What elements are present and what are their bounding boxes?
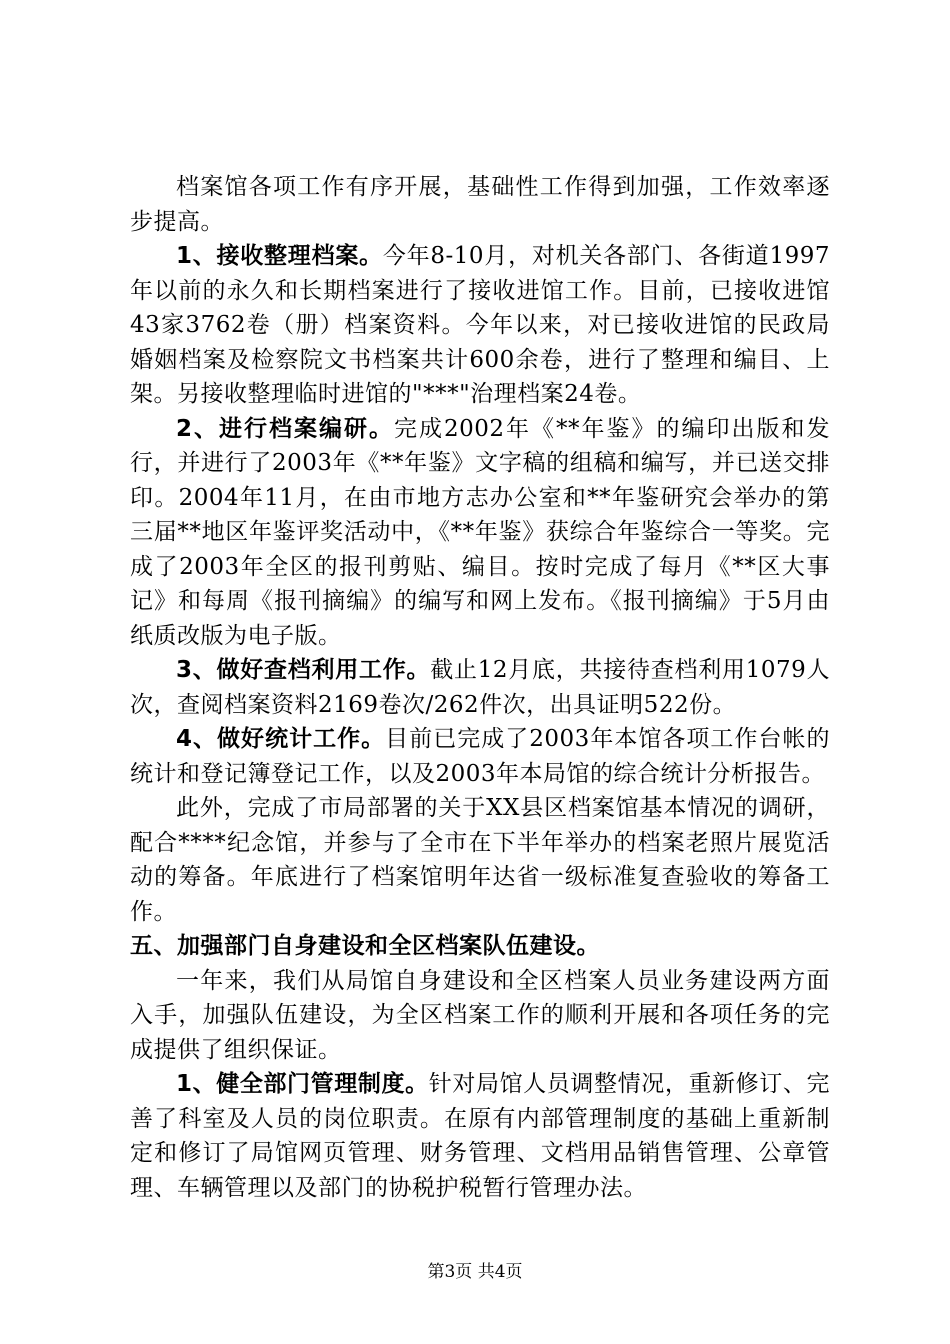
paragraph-archive-access (130, 653, 830, 722)
document-body (130, 170, 830, 1205)
paragraph-text: 截止12月底，共接待查档利用1079人次，查阅档案资料2169卷次/262件次，出具证明522份。 (130, 657, 830, 718)
paragraph-additional (130, 791, 830, 929)
paragraph-text: 此外，完成了市局部署的关于XX县区档案馆基本情况的调研，配合****纪念馆，并参与了全市在下半年举办的档案老照片展览活动的筹备。年底进行了档案馆明年达省一级标准复查验收的筹备工作。 (130, 795, 830, 925)
paragraph-text: 完成2002年《**年鉴》的编印出版和发行，并进行了2003年《**年鉴》文字稿的组稿和编写，并已送交排印。2004年11月，在由市地方志办公室和**年鉴研究会举办的第三届**地区年鉴评奖活动中，《**年鉴》获综合年鉴综合一等奖。完成了2003年全区的报刊剪贴、编目。按时完成了每月《**区大事记》和每周《报刊摘编》的编写和网上发布。《报刊摘编》于5月由纸质改版为电子版。 (130, 415, 830, 649)
paragraph-receive-archives (130, 239, 830, 412)
paragraph-text: 一年来，我们从局馆自身建设和全区档案人员业务建设两方面入手，加强队伍建设，为全区档案工作的顺利开展和各项任务的完成提供了组织保证。 (130, 967, 830, 1063)
section-heading: 五、加强部门自身建设和全区档案队伍建设。 (130, 933, 600, 959)
paragraph-archive-compilation (130, 412, 830, 654)
paragraph-text: 目前已完成了2003年本馆各项工作台帐的统计和登记簿登记工作，以及2003年本局馆的综合统计分析报告。 (130, 726, 830, 787)
paragraph-text: 针对局馆人员调整情况，重新修订、完善了科室及人员的岗位职责。在原有内部管理制度的基础上重新制定和修订了局馆网页管理、财务管理、文档用品销售管理、公章管理、车辆管理以及部门的协税护税暂行管理办法。 (130, 1071, 831, 1201)
paragraph-text: 档案馆各项工作有序开展，基础性工作得到加强，工作效率逐步提高。 (130, 174, 830, 235)
paragraph-heading: 2、进行档案编研。 (176, 415, 394, 442)
paragraph-intro (130, 170, 830, 239)
paragraph-team-intro (130, 964, 830, 1068)
paragraph-heading: 3、做好查档利用工作。 (176, 657, 431, 683)
paragraph-text: 今年8-10月，对机关各部门、各街道1997年以前的永久和长期档案进行了接收进馆工作。目前，已接收进馆43家3762卷（册）档案资料。今年以来，对已接收进馆的民政局婚姻档案及检察院文书档案共计600余卷，进行了整理和编目、上架。另接收整理临时进馆的"***"治理档案24卷。 (130, 243, 830, 407)
paragraph-statistics (130, 722, 830, 791)
paragraph-management-system (130, 1067, 830, 1205)
paragraph-heading: 4、做好统计工作。 (176, 726, 386, 752)
page-number-footer: 第3页 共4页 (427, 1262, 523, 1282)
paragraph-heading: 1、健全部门管理制度。 (176, 1071, 429, 1097)
paragraph-heading: 1、接收整理档案。 (176, 243, 383, 269)
